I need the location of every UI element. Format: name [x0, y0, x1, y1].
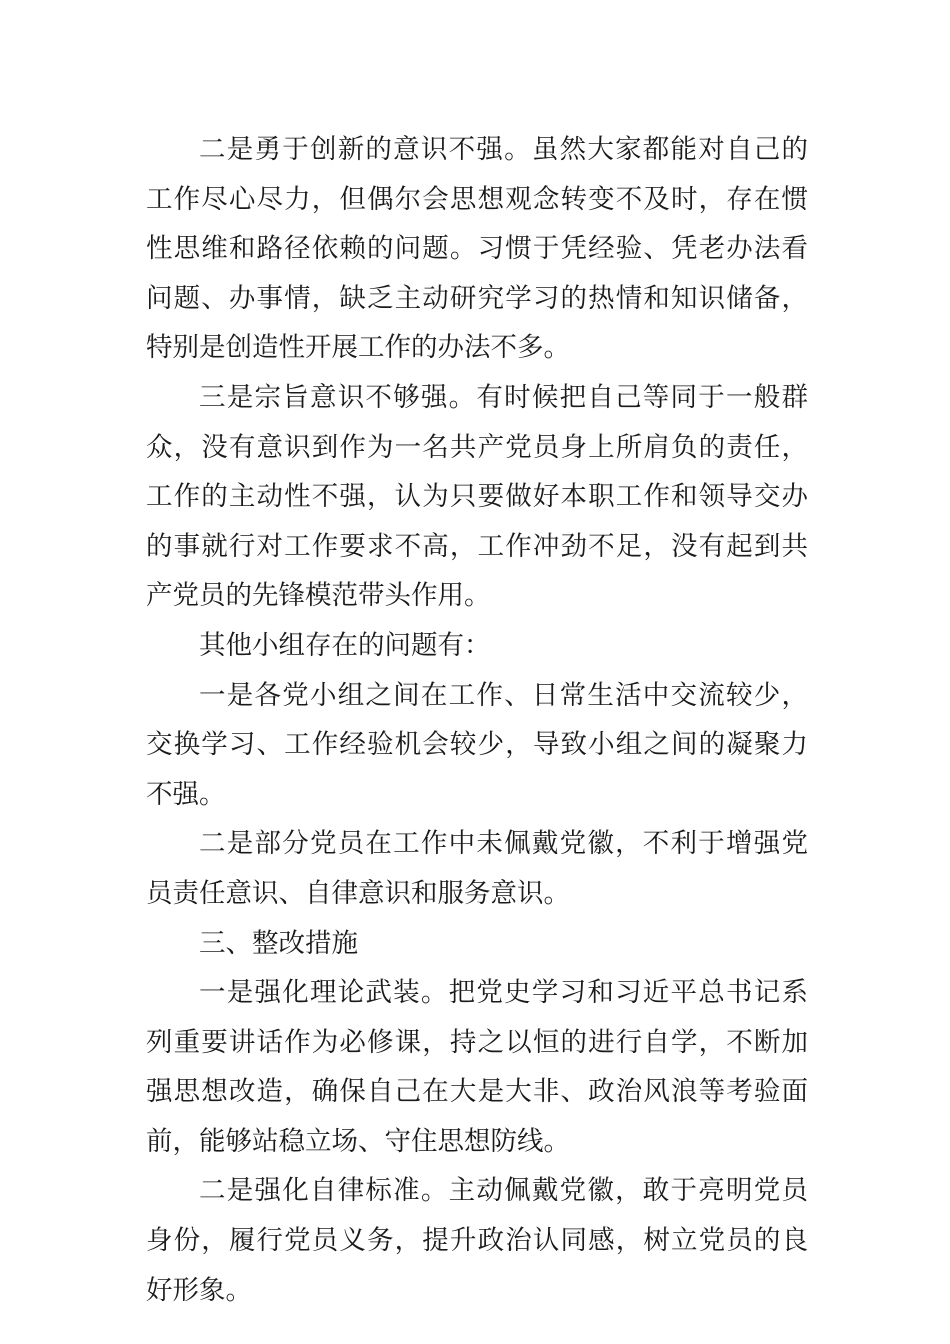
document-body	[146, 125, 808, 1315]
paragraph-other-groups-intro: 其他小组存在的问题有：	[199, 629, 491, 661]
paragraph-party-badge: 二是部分党员在工作中未佩戴党徽，不利于增强党员责任意识、自律意识和服务意识。	[146, 828, 808, 909]
section-heading-rectification: 三、整改措施	[199, 927, 358, 959]
paragraph-group-communication: 一是各党小组之间在工作、日常生活中交流较少，交换学习、工作经验机会较少，导致小组之间的凝聚力不强。	[146, 679, 808, 810]
paragraph-innovation-awareness: 二是勇于创新的意识不强。虽然大家都能对自己的工作尽心尽力，但偶尔会思想观念转变不及时，存在惯性思维和路径依赖的问题。习惯于凭经验、凭老办法看问题、办事情，缺乏主动研究学习的热情和知识储备，特别是创造性开展工作的办法不多。	[146, 134, 808, 364]
paragraph-purpose-awareness: 三是宗旨意识不够强。有时候把自己等同于一般群众，没有意识到作为一名共产党员身上所肩负的责任，工作的主动性不强，认为只要做好本职工作和领导交办的事就行对工作要求不高，工作冲劲不足，没有起到共产党员的先锋模范带头作用。	[146, 381, 808, 612]
paragraph-theory-study: 一是强化理论武装。把党史学习和习近平总书记系列重要讲话作为必修课，持之以恒的进行自学，不断加强思想改造，确保自己在大是大非、政治风浪等考验面前，能够站稳立场、守住思想防线。	[146, 977, 808, 1157]
paragraph-self-discipline: 二是强化自律标准。主动佩戴党徽，敢于亮明党员身份，履行党员义务，提升政治认同感，树立党员的良好形象。	[146, 1175, 808, 1306]
